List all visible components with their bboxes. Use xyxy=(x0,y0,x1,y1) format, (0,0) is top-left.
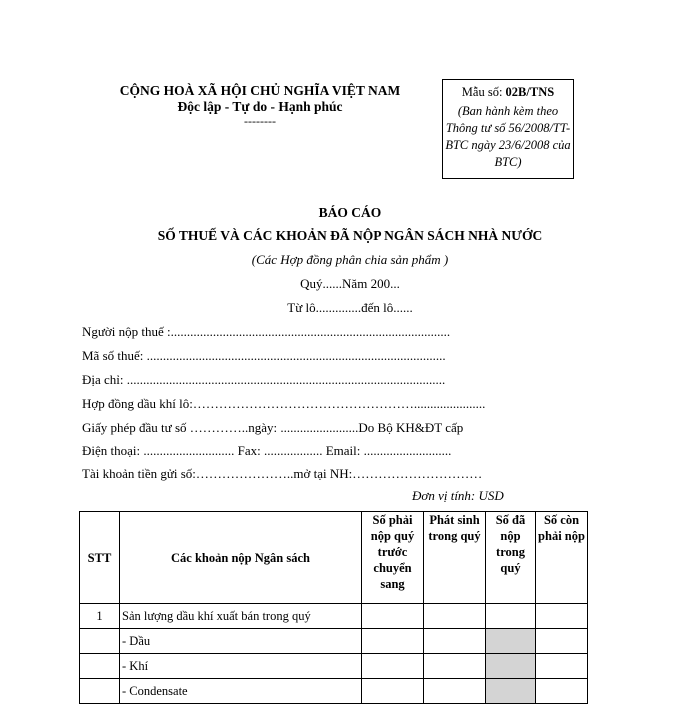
cell-paid[interactable] xyxy=(486,604,536,629)
cell-arising[interactable] xyxy=(424,654,486,679)
report-title-subject: SỐ THUẾ VÀ CÁC KHOẢN ĐÃ NỘP NGÂN SÁCH NHÀ NƯỚC xyxy=(157,228,543,243)
report-period: Quý......Năm 200... xyxy=(300,276,400,291)
cell-payable-prev[interactable] xyxy=(362,629,424,654)
form-code-box xyxy=(442,79,574,179)
header-divider: -------- xyxy=(244,114,276,128)
row-stt xyxy=(80,629,120,654)
cell-paid-shaded xyxy=(486,654,536,679)
currency-unit: Đơn vị tính: USD xyxy=(412,488,504,503)
field-bank-account[interactable]: Tài khoản tiền gửi số:…………………..mở tại NH:………………………… xyxy=(82,466,483,481)
row-stt xyxy=(80,654,120,679)
form-code xyxy=(443,84,573,100)
row-item: Sản lượng dầu khí xuất bán trong quý xyxy=(120,604,362,629)
budget-payments-table xyxy=(79,511,588,704)
cell-payable-prev[interactable] xyxy=(362,654,424,679)
row-stt: 1 xyxy=(80,604,120,629)
table-row xyxy=(80,629,588,654)
cell-paid-shaded xyxy=(486,629,536,654)
row-item: - Khí xyxy=(120,654,362,679)
cell-remaining[interactable] xyxy=(536,629,588,654)
report-title: BÁO CÁO xyxy=(318,205,382,220)
cell-arising[interactable] xyxy=(424,629,486,654)
col-header-payable-prev: Số phải nộp quý trước chuyển sang xyxy=(362,512,424,604)
row-item: - Condensate xyxy=(120,679,362,704)
col-header-item: Các khoản nộp Ngân sách xyxy=(120,512,362,604)
field-taxpayer[interactable]: Người nộp thuế :...................................................................................... xyxy=(82,324,451,339)
report-block-range: Từ lô..............đến lô...... xyxy=(287,300,413,315)
form-code-value: 02B/TNS xyxy=(505,85,555,99)
table-row xyxy=(80,654,588,679)
col-header-arising: Phát sinh trong quý xyxy=(424,512,486,604)
row-item: - Dầu xyxy=(120,629,362,654)
col-header-stt: STT xyxy=(80,512,120,604)
field-address[interactable]: Địa chỉ: .................................................................................................. xyxy=(82,372,446,387)
national-motto: Độc lập - Tự do - Hạnh phúc xyxy=(177,99,343,114)
cell-arising[interactable] xyxy=(424,604,486,629)
field-investment-license[interactable]: Giấy phép đầu tư số …………..ngày: ........................Do Bộ KH&ĐT cấp xyxy=(82,420,464,435)
col-header-remaining: Số còn phải nộp xyxy=(536,512,588,604)
table-header-row xyxy=(80,512,588,604)
cell-remaining[interactable] xyxy=(536,604,588,629)
country-name: CỘNG HOÀ XÃ HỘI CHỦ NGHĨA VIỆT NAM xyxy=(119,83,401,98)
table-row xyxy=(80,604,588,629)
field-contact[interactable]: Điện thoại: ............................ Fax: .................. Email: ........................... xyxy=(82,443,452,458)
field-tax-code[interactable]: Mã số thuế: ............................................................................................ xyxy=(82,348,446,363)
field-contract-block[interactable]: Hợp đồng dầu khí lô:……………………………………………...................... xyxy=(82,396,486,411)
cell-payable-prev[interactable] xyxy=(362,604,424,629)
national-header xyxy=(100,83,420,127)
report-subtitle: (Các Hợp đồng phân chia sản phẩm ) xyxy=(251,252,449,267)
form-note: (Ban hành kèm theo Thông tư số 56/2008/TT-BTC ngày 23/6/2008 của BTC) xyxy=(445,104,571,169)
col-header-paid: Số đã nộp trong quý xyxy=(486,512,536,604)
form-code-label: Mẫu số: xyxy=(461,85,506,99)
cell-remaining[interactable] xyxy=(536,654,588,679)
